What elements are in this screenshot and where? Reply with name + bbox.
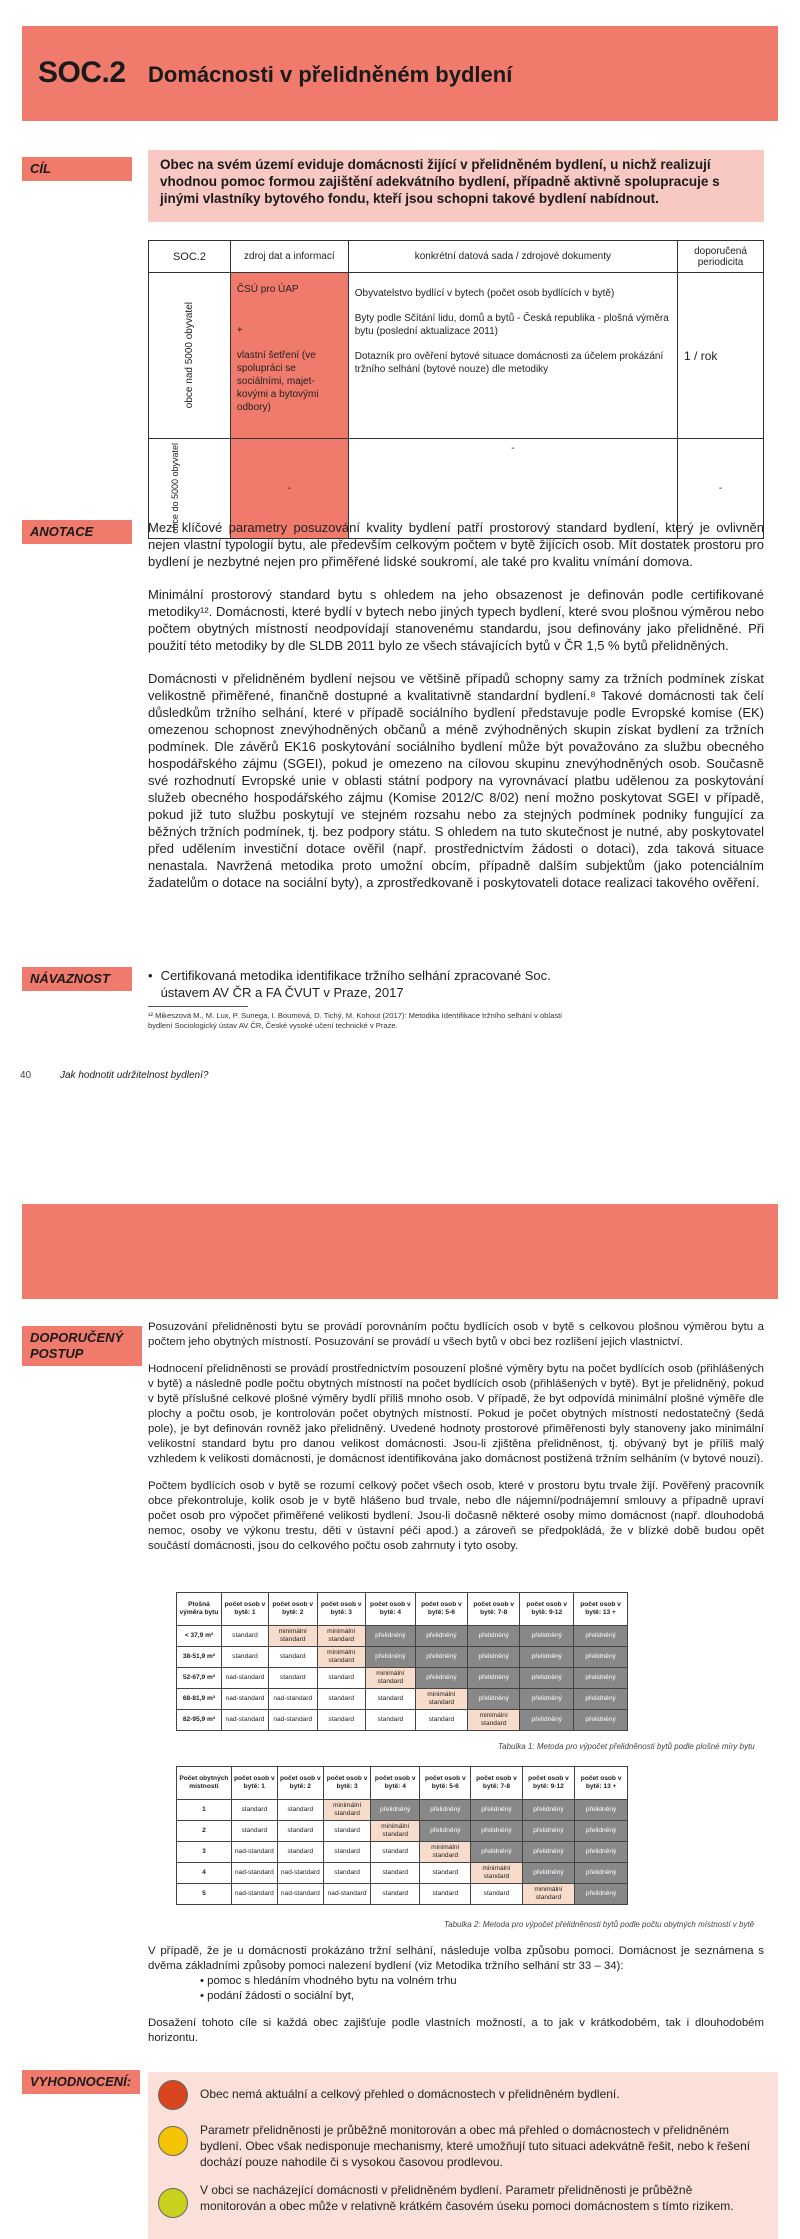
table-cell: standard xyxy=(277,1842,323,1863)
column-header: počet osob v bytě: 5-6 xyxy=(415,1593,467,1626)
table-cell: nad-standard xyxy=(221,1710,268,1731)
table-cell: přelidněný xyxy=(415,1626,467,1647)
table-cell: standard xyxy=(323,1863,371,1884)
table-cell: přelidněný xyxy=(415,1647,467,1668)
procedure-paragraph: Hodnocení přelidněnosti se provádí prostřednictvím posouzení plošné výměry bytu na počet bydlících osob (přihlášených v bytě) a následně podle počtu obytných místností na počet bydlících osob (přihlášených v bytě). Byt je přelidněný, pokud v bytě příslušné celkové plošné výměry bydlí příliš mnoho osob. V případě, že byt odpovídá minimální plošné výměře dle plochy a počtu osob, je kontrolován počet obytných místností. Pokud je počet obytných místností nedostatečný (šedá pole), je byt definován rovněž jako přelidněný. Uvedené hodnoty prostorové přiměřenosti byly stanoveny jako minimální velikostní standard bytu pro danou velikost domácnosti. Jsou-li zjištěna přelidněnost, tj. obývaný byt je příliš malý vzhledem k velikosti domácnosti, je domácnost identifikována jako domácnost postižená tržním selháním (v bytové nouzi). xyxy=(148,1363,764,1465)
table-cell: standard xyxy=(269,1647,318,1668)
table-cell: standard xyxy=(371,1863,420,1884)
help-bullet: • podání žádosti o sociální byt, xyxy=(200,1990,355,2002)
table-cell: standard xyxy=(221,1647,268,1668)
table-row xyxy=(177,1800,628,1821)
table-cell: přelidněný xyxy=(575,1842,628,1863)
table-row xyxy=(177,1689,628,1710)
table-cell: minimální standard xyxy=(468,1710,520,1731)
procedure-paragraph: Počtem bydlících osob v bytě se rozumí celkový počet všech osob, které v prostoru bytu trvale žijí. Pověřený pracovník obce překontroluje, kolik osob je v bytě hlášeno bud trvale, nebo dle nájemní/podnájemní smlouvy a případně upraví počet osob pro výpočet přiměřené velikosti bydlení. Jsou-li dočasně některé osoby mimo domácnost (např. dlouhodobá nemoc, osoby ve výkonu trestu, děti v ústavní péči apod.) a zároveň se předpokládá, že v blízké době budou opět součástí domácnosti, jsou do celkového počtu osob zahrnuty i tyto osoby. xyxy=(148,1480,764,1552)
table-cell: standard xyxy=(366,1710,416,1731)
table-cell: nad-standard xyxy=(231,1884,277,1905)
column-header: počet osob v bytě: 9-12 xyxy=(522,1767,575,1800)
table-cell: přelidněný xyxy=(471,1842,522,1863)
table-row xyxy=(177,1842,628,1863)
table-cell: přelidněný xyxy=(520,1689,574,1710)
table-cell: přelidněný xyxy=(468,1647,520,1668)
table-row xyxy=(177,1626,628,1647)
row-header-cell: 68-81,9 m² xyxy=(177,1689,222,1710)
annotation-text xyxy=(148,519,764,907)
column-header: počet osob v bytě: 7-8 xyxy=(468,1593,520,1626)
table-cell: standard xyxy=(420,1863,471,1884)
table-cell: přelidněný xyxy=(366,1647,416,1668)
period-cell: 1 / rok xyxy=(678,273,764,439)
column-header: počet osob v bytě: 4 xyxy=(366,1593,416,1626)
table-cell: přelidněný xyxy=(574,1689,628,1710)
page-title: Domácnosti v přelidněném bydlení xyxy=(148,62,513,87)
column-header: počet osob v bytě: 13 + xyxy=(574,1593,628,1626)
help-text xyxy=(148,1944,764,2062)
evaluation-yellow: Parametr přelidněnosti je průběžně monitorován a obec má přehled o domácnostech v přelidněném bydlení. Obec však nedisponuje mechanismy, které umožňují tuto situaci adekvátně řešit, nebo k řešení dochází pouze nahodile či s vysokou časovou prodlevou. xyxy=(158,2122,758,2172)
table-cell: nad-standard xyxy=(269,1710,318,1731)
table-cell: standard xyxy=(323,1842,371,1863)
goal-box: Obec na svém území eviduje domácnosti žijící v přelidněném bydlení, u nichž realizují vhodnou pomoc formou zajištění adekvátního bydlení, případně aktivně spolupracuje s jinými vlastníky bytového fondu, kteří jsou schopni takové bydlení nabídnout. xyxy=(148,150,764,222)
table-cell: standard xyxy=(366,1689,416,1710)
section-label-vyhodnoceni: VYHODNOCENÍ: xyxy=(22,2070,140,2094)
section-label-cil: CÍL xyxy=(22,157,132,181)
table-cell: přelidněný xyxy=(522,1821,575,1842)
table2-caption: Tabulka 2: Metoda pro výpočet přelidněnosti bytů podle počtu obytných místností v bytě xyxy=(444,1920,755,1929)
row-header-cell: < 37,9 m² xyxy=(177,1626,222,1647)
table-cell: přelidněný xyxy=(420,1800,471,1821)
table-cell: přelidněný xyxy=(575,1821,628,1842)
dataset-cell: Obyvatelstvo bydlící v bytech (počet osob bydlících v bytě) Byty podle Sčítání lidu, domů a bytů - Česká republika - plošná výměra bytu (poslední aktualizace 2011) Dotazník pro ověření bytové situace domácnosti za účelem prokázání tržního selhání (bytové nouze) dle metodiky xyxy=(348,273,677,439)
table-cell: standard xyxy=(415,1710,467,1731)
green-traffic-light-icon xyxy=(158,2188,188,2218)
table-cell: přelidněný xyxy=(520,1668,574,1689)
column-header: Počet obytných místností xyxy=(177,1767,232,1800)
help-intro: V případě, že je u domácnosti prokázáno tržní selhání, následuje volba způsobu pomoci. Domácnost je seznámena s dvěma základními způsoby pomoci nalezení bydlení (viz Metodika tržního selhání str 33 – 34): xyxy=(148,1945,764,1972)
table-cell: přelidněný xyxy=(420,1821,471,1842)
section-label-anotace: ANOTACE xyxy=(22,520,132,544)
row-header-cell: 5 xyxy=(177,1884,232,1905)
column-header: počet osob v bytě: 3 xyxy=(317,1593,366,1626)
source-cell-small: - xyxy=(230,439,348,539)
table-cell: standard xyxy=(269,1668,318,1689)
table-cell: standard xyxy=(323,1821,371,1842)
row-header-cell: 1 xyxy=(177,1800,232,1821)
footnote: ¹² Mikeszová M., M. Lux, P. Sunega, I. Boumová, D. Tichý, M. Kohout (2017): Metodika Identifikace tržního selhání v oblasti bydlení Sociologický ústav AV ČR, České vysoké učení technické v Praze. xyxy=(148,1011,562,1030)
table-row xyxy=(177,1863,628,1884)
table-cell: přelidněný xyxy=(468,1668,520,1689)
table-cell: minimální standard xyxy=(471,1863,522,1884)
column-header: počet osob v bytě: 1 xyxy=(231,1767,277,1800)
evaluation-green: V obci se nacházející domácnosti v přelidněném bydlení. Parametr přelidněnosti je průběžně monitorován a obec může v relativně krátkém časovém úseku pomoci domácnostem s tímto rizikem. xyxy=(158,2182,758,2232)
table-header-code: SOC.2 xyxy=(149,241,231,273)
source-cell: ČSÚ pro ÚAP + vlastní šetření (ve spolupráci se sociálními, majet-kovými a bytovými odbory) xyxy=(230,273,348,439)
row-header-cell: 52-67,9 m² xyxy=(177,1668,222,1689)
table-cell: nad-standard xyxy=(277,1884,323,1905)
table-cell: nad-standard xyxy=(231,1863,277,1884)
table-cell: standard xyxy=(231,1800,277,1821)
table-cell: přelidněný xyxy=(574,1647,628,1668)
period-cell-small: - xyxy=(678,439,764,539)
table-cell: minimální standard xyxy=(323,1800,371,1821)
footnote-divider xyxy=(148,1006,248,1007)
column-header: počet osob v bytě: 2 xyxy=(269,1593,318,1626)
table-cell: přelidněný xyxy=(520,1626,574,1647)
table-cell: přelidněný xyxy=(574,1668,628,1689)
table-row xyxy=(177,1668,628,1689)
section-label-navaznost: NÁVAZNOST xyxy=(22,967,132,991)
table-cell: standard xyxy=(471,1884,522,1905)
procedure-paragraph: Posuzování přelidněnosti bytu se provádí porovnáním počtu bydlících osob v bytě s celkovou plošnou výměrou bytu a počtem jeho obytných místností. Posuzování se provádí u všech bytů v obci bez rozlišení jejich vlastnictví. xyxy=(148,1321,764,1348)
area-method-table xyxy=(176,1592,628,1731)
table-cell: nad-standard xyxy=(323,1884,371,1905)
help-bullet: • pomoc s hledáním vhodného bytu na volném trhu xyxy=(200,1975,457,1987)
table-cell: standard xyxy=(277,1800,323,1821)
column-header: počet osob v bytě: 4 xyxy=(371,1767,420,1800)
table-cell: standard xyxy=(317,1710,366,1731)
table-cell: přelidněný xyxy=(415,1668,467,1689)
data-source-table xyxy=(148,240,764,539)
table-cell: nad-standard xyxy=(269,1689,318,1710)
table-cell: přelidněný xyxy=(471,1800,522,1821)
row-header-cell: 38-51,9 m² xyxy=(177,1647,222,1668)
table-cell: přelidněný xyxy=(574,1710,628,1731)
row-header-cell: 2 xyxy=(177,1821,232,1842)
table-cell: přelidněný xyxy=(575,1800,628,1821)
table-cell: přelidněný xyxy=(471,1821,522,1842)
table-cell: přelidněný xyxy=(522,1863,575,1884)
help-outro: Dosažení tohoto cíle si každá obec zajišťuje podle vlastních možností, a to jak v krátkodobém, tak i dlouhodobém horizontu. xyxy=(148,2017,764,2044)
table-cell: přelidněný xyxy=(366,1626,416,1647)
row-header-cell: 82-95,9 m² xyxy=(177,1710,222,1731)
section-label-postup: DOPORUČENÝ POSTUP xyxy=(22,1326,142,1366)
table-cell: minimální standard xyxy=(420,1842,471,1863)
table-cell: minimální standard xyxy=(371,1821,420,1842)
table-cell: přelidněný xyxy=(522,1800,575,1821)
table-cell: přelidněný xyxy=(468,1626,520,1647)
table-cell: přelidněný xyxy=(575,1863,628,1884)
indicator-code: SOC.2 xyxy=(38,56,126,89)
continuity-text: Certifikovaná metodika identifikace tržního selhání zpracované Soc. ústavem AV ČR a FA ČVUT v Praze, 2017 xyxy=(160,968,551,1000)
row-header-cell: 3 xyxy=(177,1842,232,1863)
continuity-item xyxy=(148,967,588,1001)
table-cell: minimální standard xyxy=(317,1647,366,1668)
table-row xyxy=(177,1821,628,1842)
red-traffic-light-icon xyxy=(158,2080,188,2110)
table-cell: standard xyxy=(420,1884,471,1905)
evaluation-red: Obec nemá aktuální a celkový přehled o domácnostech v přelidněném bydlení. xyxy=(158,2080,758,2112)
procedure-text xyxy=(148,1320,764,1570)
table-cell: standard xyxy=(371,1842,420,1863)
table-header-source: zdroj dat a informací xyxy=(230,241,348,273)
column-header: počet osob v bytě: 13 + xyxy=(575,1767,628,1800)
annotation-paragraph: Minimální prostorový standard bytu s ohledem na jeho obsazenost je definován podle certifikované metodiky¹². Domácnosti, které bydlí v bytech nebo jiných typech bydlení, které svou plošnou výměrou nebo počtem obytných místností neodpovídají stanovenému standardu, jsou definovány jako přelidněné. Při použití této metodiky by dle SLDB 2011 bylo ze všech stávajících bytů v ČR 1,5 % bytů přelidněných. xyxy=(148,587,764,653)
table-cell: standard xyxy=(277,1821,323,1842)
table-cell: standard xyxy=(317,1668,366,1689)
table-cell: přelidněný xyxy=(520,1647,574,1668)
column-header: počet osob v bytě: 9-12 xyxy=(520,1593,574,1626)
table-cell: standard xyxy=(371,1884,420,1905)
table-cell: nad-standard xyxy=(231,1842,277,1863)
column-header: Plošná výměra bytu xyxy=(177,1593,222,1626)
row-label-small: obce do 5000 obyvatel xyxy=(149,439,231,539)
table-cell: přelidněný xyxy=(575,1884,628,1905)
table-cell: standard xyxy=(221,1626,268,1647)
table-cell: přelidněný xyxy=(468,1689,520,1710)
table-cell: přelidněný xyxy=(522,1842,575,1863)
column-header: počet osob v bytě: 5-6 xyxy=(420,1767,471,1800)
page-number: 40 xyxy=(20,1070,32,1081)
table-cell: minimální standard xyxy=(269,1626,318,1647)
rooms-method-table xyxy=(176,1766,628,1905)
table-row xyxy=(177,1710,628,1731)
row-header-cell: 4 xyxy=(177,1863,232,1884)
section-band xyxy=(22,1204,778,1299)
table-cell: nad-standard xyxy=(277,1863,323,1884)
table-cell: minimální standard xyxy=(317,1626,366,1647)
column-header: počet osob v bytě: 7-8 xyxy=(471,1767,522,1800)
row-label-large: obce nad 5000 obyvatel xyxy=(149,273,231,439)
column-header: počet osob v bytě: 2 xyxy=(277,1767,323,1800)
table-cell: přelidněný xyxy=(520,1710,574,1731)
table-cell: standard xyxy=(231,1821,277,1842)
annotation-paragraph: Domácnosti v přelidněném bydlení nejsou ve většině případů schopny samy za tržních podmínek získat velikostně přiměřené, finančně dostupné a kvalitativně standardní bydlení.⁸ Takové domácnosti tak čelí důsledkům tržního selhání, které v případě sociálního bydlení představuje podle Evropské komise (EK) omezenou schopnost znevýhodněných občanů a méně zvýhodněných skupin získat bydlení za tržních podmínek. Dle závěrů EK16 poskytování sociálního bydlení může být považováno za službu obecného hospodářského zájmu (SGEI), pokud je omezeno na cílovou skupinu znevýhodněných osob. Současně své rozhodnutí Evropské unie v oblasti státní podpory na vyrovnávací platbu udělenou za poskytování služeb obecného hospodářského zájmu (Komise 2012/C 8/02) není možno poskytovat SGEI v případě, pokud již tuto službu poskytují ve stejném rozsahu nebo za stejných podmínek podniky fungující za běžných tržních podmínek, tj. bez podpory státu. S ohledem na tuto skutečnost je nutné, aby poskytovatel před udělením investiční dotace ověřil (např. prostřednictvím žádosti o dotaci), zda taková situace nenastala. Navržená metodika proto umožní obcím, případně dalším subjektům (jako potenciálním žadatelům o dotace na sociální byty), a zprostředkovaně i poskytovateli dotace realizaci takového ověření. xyxy=(148,671,764,890)
table-row xyxy=(177,1647,628,1668)
bullet-icon: • xyxy=(148,968,153,983)
table-header-dataset: konkrétní datová sada / zdrojové dokumenty xyxy=(348,241,677,273)
table-cell: přelidněný xyxy=(371,1800,420,1821)
column-header: počet osob v bytě: 1 xyxy=(221,1593,268,1626)
table-cell: nad-standard xyxy=(221,1689,268,1710)
table-cell: nad-standard xyxy=(221,1668,268,1689)
table-cell: standard xyxy=(317,1689,366,1710)
table-row xyxy=(177,1884,628,1905)
table-cell: minimální standard xyxy=(415,1689,467,1710)
table-cell: minimální standard xyxy=(522,1884,575,1905)
table1-caption: Tabulka 1: Metoda pro výpočet přelidněnosti bytů podle plošné míry bytu xyxy=(498,1742,755,1751)
annotation-paragraph: Mezi klíčové parametry posuzování kvality bydlení patří prostorový standard bydlení, který je ovlivněn nejen vlastní typologií bytu, ale především celkovým počtem v bytě žijících osob. Mít dostatek prostoru pro bydlení je nezbytné nejen pro přiměřené lidské soukromí, ale také pro kvalitu vnímání domova. xyxy=(148,520,764,569)
running-title: Jak hodnotit udržitelnost bydlení? xyxy=(60,1070,209,1081)
table-cell: přelidněný xyxy=(574,1626,628,1647)
table-cell: minimální standard xyxy=(366,1668,416,1689)
column-header: počet osob v bytě: 3 xyxy=(323,1767,371,1800)
dataset-cell-small: - xyxy=(348,439,677,539)
table-header-period: doporučená periodicita xyxy=(678,241,764,273)
yellow-traffic-light-icon xyxy=(158,2126,188,2156)
